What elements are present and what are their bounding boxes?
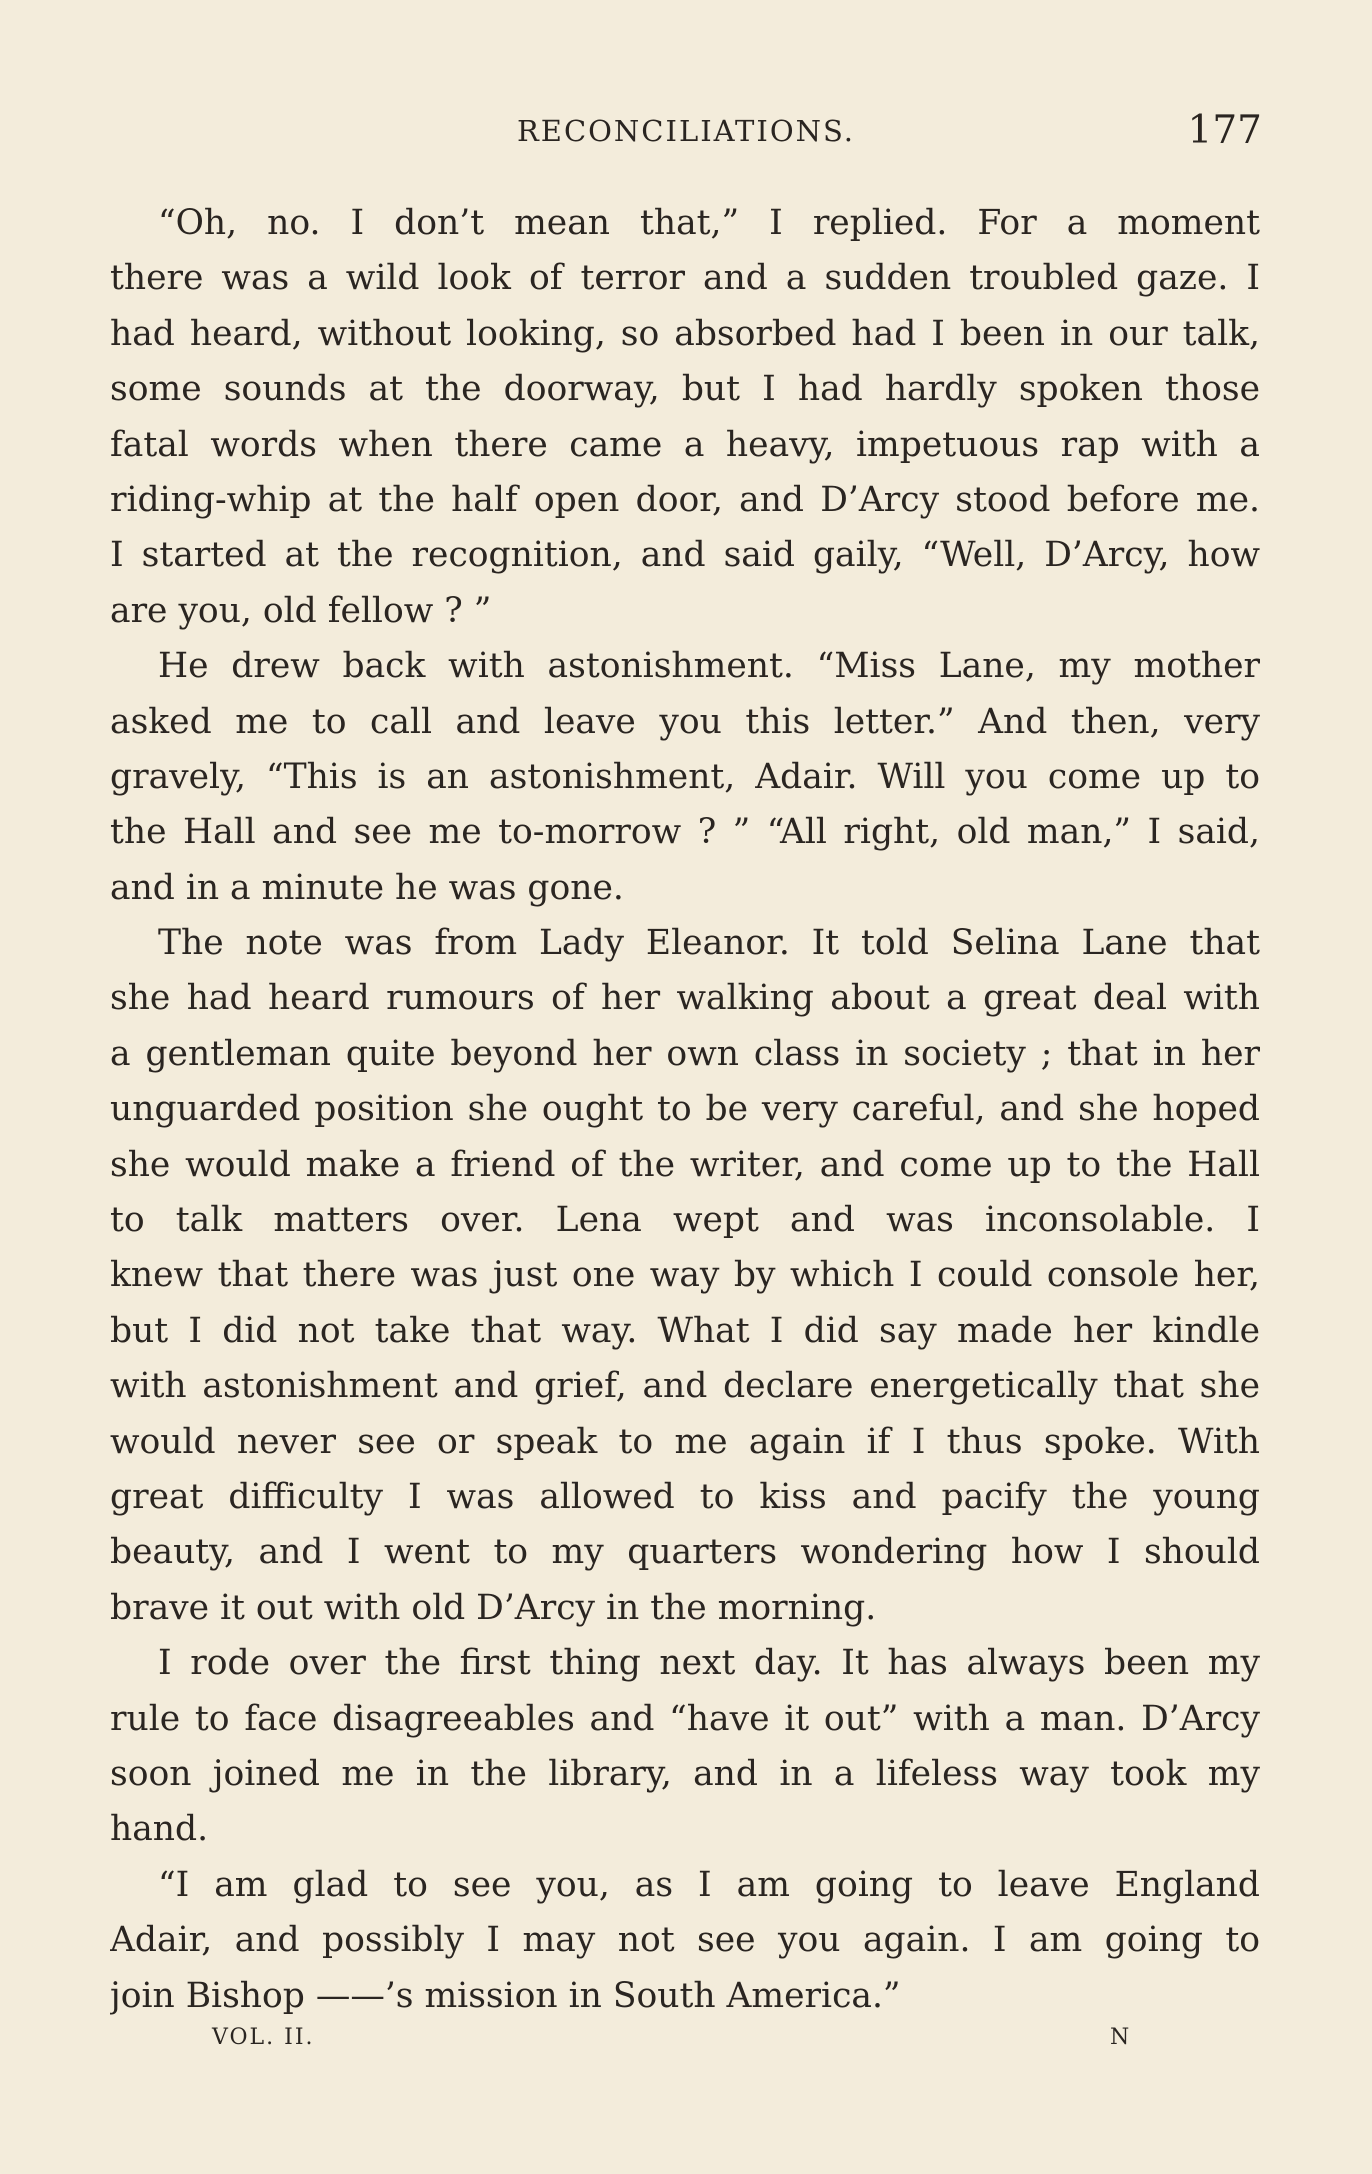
text-line: riding-whip at the half open door, and D’Arcy stood before me. [110, 479, 1260, 520]
text-line: beauty, and I went to my quarters wondering how I should [110, 1532, 1260, 1573]
text-line: The note was from Lady Eleanor. It told Selina Lane that [158, 923, 1260, 964]
text-line: He drew back with astonishment. “Miss Lane, my mother [158, 646, 1260, 687]
body-text [110, 196, 1260, 2024]
text-line: are you, old fellow ? ” [110, 590, 492, 631]
text-line: unguarded position she ought to be very careful, and she hoped [110, 1089, 1260, 1130]
text-line: hand. [110, 1809, 209, 1850]
text-line: there was a wild look of terror and a sudden troubled gaze. I [110, 258, 1260, 299]
text-line: I started at the recognition, and said gaily, “Well, D’Arcy, how [110, 535, 1260, 576]
text-line: and in a minute he was gone. [110, 867, 624, 908]
page-number: 177 [1187, 108, 1262, 153]
text-line: had heard, without looking, so absorbed had I been in our talk, [110, 313, 1260, 354]
text-line: join Bishop ——’s mission in South America.” [110, 1975, 901, 2016]
text-line: rule to face disagreeables and “have it out” with a man. D’Arcy [110, 1698, 1260, 1739]
text-line: asked me to call and leave you this letter.” And then, very [110, 701, 1260, 742]
text-line: some sounds at the doorway, but I had hardly spoken those [110, 369, 1260, 410]
page-footer [110, 2025, 1262, 2055]
volume-label: VOL. II. [212, 2025, 315, 2050]
text-line: to talk matters over. Lena wept and was inconsolable. I [110, 1200, 1260, 1241]
text-line: brave it out with old D’Arcy in the morning. [110, 1587, 877, 1628]
text-line: with astonishment and grief, and declare energetically that she [110, 1366, 1260, 1407]
text-line: knew that there was just one way by which I could console her, [110, 1255, 1260, 1296]
text-line: I rode over the first thing next day. It has always been my [158, 1643, 1260, 1684]
text-line: Adair, and possibly I may not see you again. I am going to [110, 1920, 1260, 1961]
text-line: “Oh, no. I don’t mean that,” I replied. For a moment [158, 203, 1260, 243]
text-line: but I did not take that way. What I did say made her kindle [110, 1310, 1260, 1351]
running-title: RECONCILIATIONS. [516, 114, 856, 148]
text-line: a gentleman quite beyond her own class in society ; that in her [110, 1033, 1260, 1074]
text-line: fatal words when there came a heavy, impetuous rap with a [110, 424, 1260, 465]
text-line: would never see or speak to me again if I thus spoke. With [110, 1421, 1260, 1462]
text-line: gravely, “This is an astonishment, Adair. Will you come up to [110, 756, 1260, 797]
signature-mark: N [1110, 2025, 1130, 2050]
text-line: she had heard rumours of her walking about a great deal with [110, 978, 1260, 1019]
text-line: great difficulty I was allowed to kiss and pacify the young [110, 1476, 1260, 1517]
text-line: soon joined me in the library, and in a lifeless way took my [110, 1753, 1260, 1794]
running-head [110, 108, 1262, 158]
text-line: the Hall and see me to-morrow ? ” “All right, old man,” I said, [110, 812, 1260, 853]
text-line: she would make a friend of the writer, and come up to the Hall [110, 1144, 1260, 1185]
text-line: “I am glad to see you, as I am going to leave England [158, 1864, 1260, 1905]
